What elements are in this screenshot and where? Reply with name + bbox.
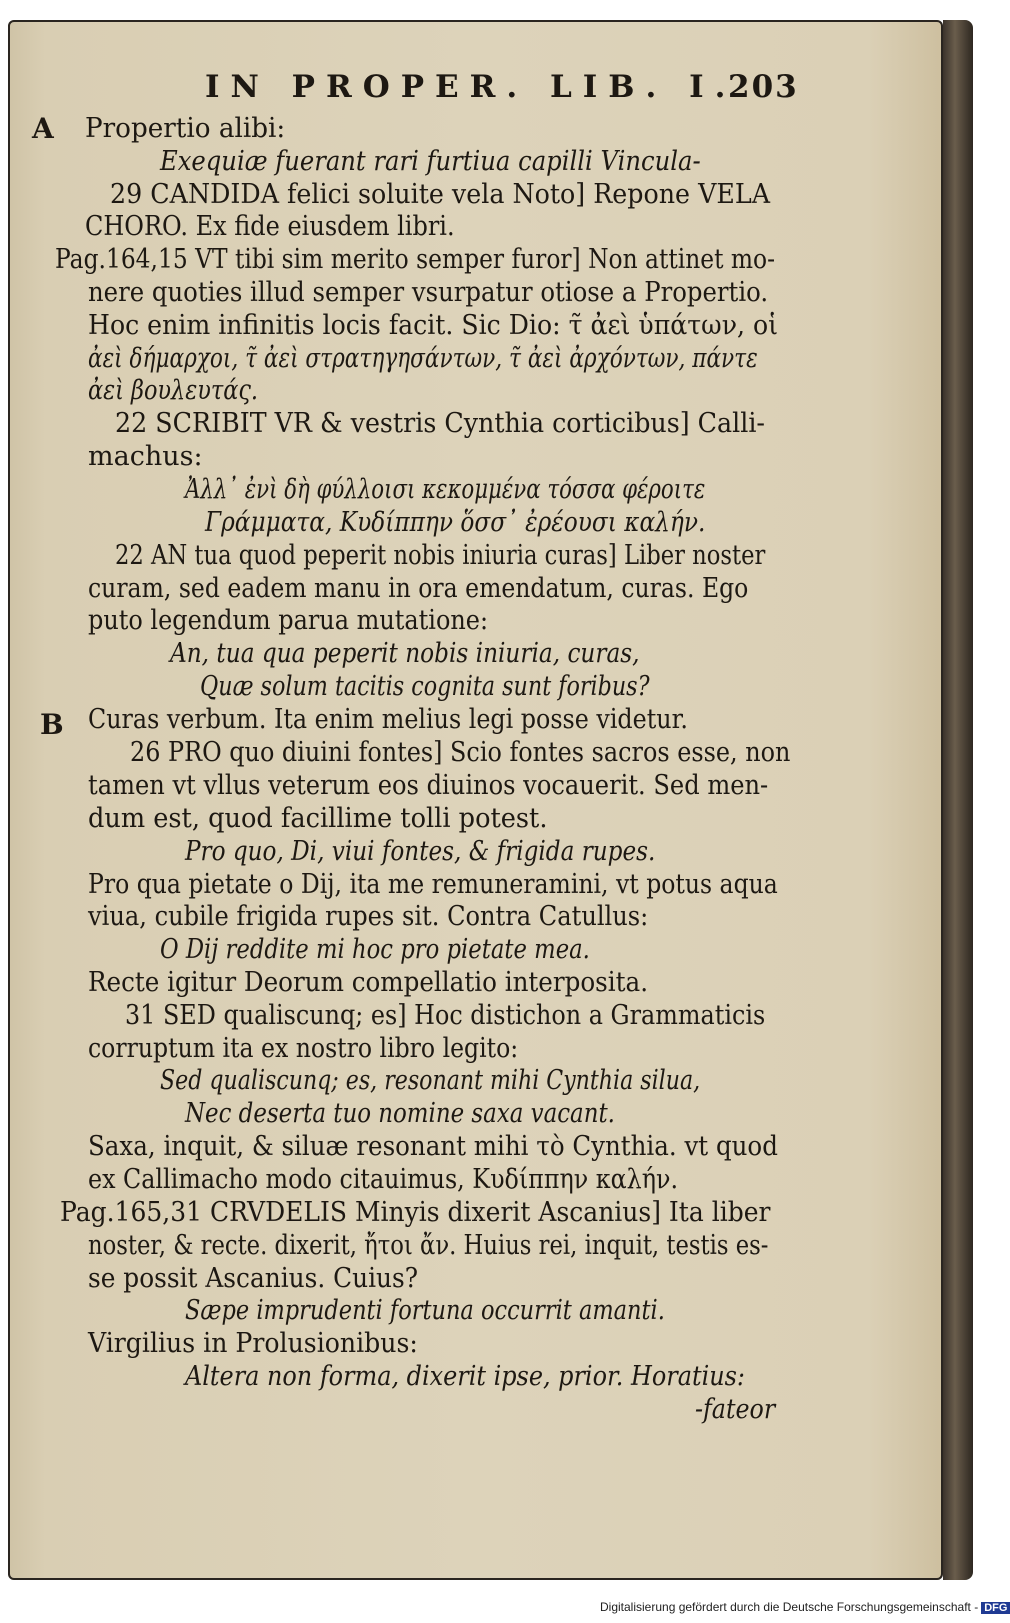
text-line: Saxa, inquit, & siluæ resonant mihi τὸ Cynthia. vt quod <box>88 1131 778 1162</box>
text-line: Recte igitur Deorum compellatio interposita. <box>88 967 649 998</box>
text-line: Pro qua pietate o Dij, ita me remuneramini, vt potus aqua <box>88 869 778 900</box>
text-line: 26 PRO quo diuini fontes] Scio fontes sacros esse, non <box>130 737 791 768</box>
text-line: dum est, quod facillime tolli potest. <box>88 803 548 834</box>
text-line: tamen vt vllus veterum eos diuinos vocauerit. Sed men- <box>88 770 769 801</box>
text-line: Ἀλλ᾽ ἐνὶ δὴ φύλλοισι κεκομμένα τόσσα φέροιτε <box>185 474 706 505</box>
credit-text: Digitalisierung gefördert durch die Deutsche Forschungsgemeinschaft - <box>600 1600 979 1614</box>
text-line: 29 CANDIDA felici soluite vela Noto] Repone VELA <box>110 179 770 210</box>
text-line: Virgilius in Prolusionibus: <box>88 1328 418 1359</box>
text-line: Propertio alibi: <box>85 113 286 144</box>
text-line: Γράμματα, Κυδίππην ὅσσ᾽ ἐρέουσι καλήν. <box>205 507 706 538</box>
text-line: 31 SED qualiscunq; es] Hoc distichon a Grammaticis <box>125 1000 766 1031</box>
running-title: IN PROPER. LIB. I. <box>205 69 737 105</box>
text-line: Altera non forma, dixerit ipse, prior. Horatius: <box>185 1361 745 1392</box>
text-line: Pag.164,15 VT tibi sim merito semper furor] Non attinet mo- <box>55 244 775 275</box>
dfg-logo: DFG <box>981 1602 1010 1614</box>
text-line: Curas verbum. Ita enim melius legi posse videtur. <box>88 704 688 735</box>
margin-mark-b: B <box>40 708 64 741</box>
text-line: puto legendum parua mutatione: <box>88 605 489 636</box>
text-line: ἀεὶ δήμαρχοι, τ̃ ἀεὶ στρατηγησάντων, τ̃ ἀεὶ ἀρχόντων, πάντε <box>88 343 758 374</box>
text-line: CHORO. Ex fide eiusdem libri. <box>85 211 455 242</box>
text-line: noster, & recte. dixerit, ἤτοι ἄν. Huius rei, inquit, testis es- <box>88 1230 769 1261</box>
text-line: 22 AN tua quod peperit nobis iniuria curas] Liber noster <box>115 540 766 571</box>
text-line: Pro quo, Di, viui fontes, & frigida rupes. <box>185 836 656 867</box>
text-line: viua, cubile frigida rupes sit. Contra Catullus: <box>88 901 649 932</box>
text-line: Nec deserta tuo nomine saxa vacant. <box>185 1098 615 1129</box>
text-line: corruptum ita ex nostro libro legito: <box>88 1033 519 1064</box>
text-line: -fateor <box>695 1394 776 1425</box>
text-line: An, tua qua peperit nobis iniuria, curas, <box>170 638 640 669</box>
page-number: 203 <box>728 69 799 105</box>
text-line: se possit Ascanius. Cuius? <box>88 1263 419 1294</box>
text-line: O Dij reddite mi hoc pro pietate mea. <box>160 934 590 965</box>
text-line: curam, sed eadem manu in ora emendatum, curas. Ego <box>88 573 749 604</box>
text-line: Sed qualiscunq; es, resonant mihi Cynthia silua, <box>160 1065 701 1096</box>
digitization-credit <box>600 1600 1010 1614</box>
text-line: Sæpe imprudenti fortuna occurrit amanti. <box>185 1295 665 1326</box>
text-line: 22 SCRIBIT VR & vestris Cynthia corticibus] Calli- <box>115 408 765 439</box>
text-line: ex Callimacho modo citauimus, Κυδίππην καλήν. <box>88 1164 679 1195</box>
text-line: Pag.165,31 CRVDELIS Minyis dixerit Ascanius] Ita liber <box>60 1197 771 1228</box>
text-line: Exequiæ fuerant rari furtiua capilli Vincula- <box>160 146 701 177</box>
text-line: machus: <box>88 441 203 472</box>
text-line: Quæ solum tacitis cognita sunt foribus? <box>200 671 650 702</box>
text-line: nere quoties illud semper vsurpatur otiose a Propertio. <box>88 277 769 308</box>
margin-mark-a: A <box>32 112 54 145</box>
text-line: ἀεὶ βουλευτάς. <box>88 375 258 406</box>
text-line: Hoc enim infinitis locis facit. Sic Dio: τ̃ ἀεὶ ὑπάτων, οἱ <box>88 310 779 341</box>
